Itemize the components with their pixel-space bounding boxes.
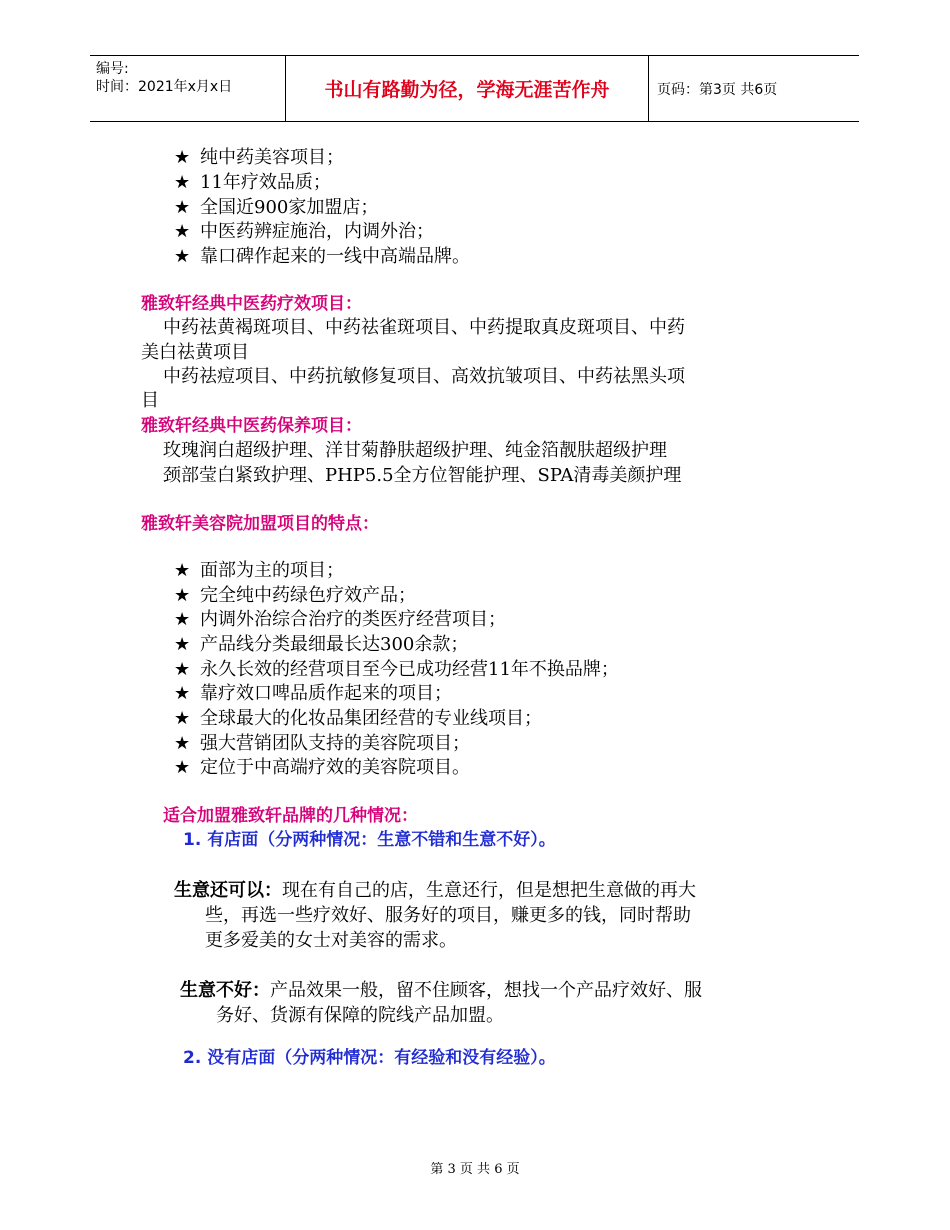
feature-item: ★ 完全纯中药绿色疗效产品； xyxy=(174,585,416,606)
star-icon: ★ xyxy=(174,221,191,242)
feature-item: ★ 产品线分类最细最长达300余款； xyxy=(174,634,469,655)
star-icon: ★ xyxy=(174,147,191,168)
header-page-info: 页码：第3页 共6页 xyxy=(657,81,778,98)
star-icon: ★ xyxy=(174,708,191,729)
star-icon: ★ xyxy=(174,634,191,655)
feature-item: ★ 靠口碑作起来的一线中高端品牌。 xyxy=(174,246,470,267)
star-icon: ★ xyxy=(174,757,191,778)
section-title-care: 雅致轩经典中医药保养项目： xyxy=(141,416,362,436)
star-icon: ★ xyxy=(174,246,191,267)
feature-item: ★ 靠疗效口啤品质作起来的项目； xyxy=(174,683,452,704)
header-motto: 书山有路勤为径，学海无涯苦作舟 xyxy=(285,56,649,121)
feature-item: ★ 纯中药美容项目； xyxy=(174,147,344,168)
star-icon: ★ xyxy=(174,560,191,581)
star-icon: ★ xyxy=(174,609,191,630)
star-icon: ★ xyxy=(174,733,191,754)
star-icon: ★ xyxy=(174,659,191,680)
feature-item: ★ 全国近900家加盟店； xyxy=(174,197,379,218)
case-heading-without-store: 2. 没有店面（分两种情况：有经验和没有经验）。 xyxy=(183,1048,556,1068)
case-label-bad: 生意不好： xyxy=(180,980,270,1001)
star-icon: ★ xyxy=(174,172,191,193)
header-number-label: 编号: xyxy=(96,61,129,77)
feature-item: ★ 中医药辨症施治，内调外治； xyxy=(174,221,434,242)
case-heading-with-store: 1. 有店面（分两种情况：生意不错和生意不好）。 xyxy=(183,830,556,850)
paragraph-line: 颈部莹白紧致护理、PHP5.5全方位智能护理、SPA清毒美颜护理 xyxy=(163,465,682,486)
paragraph-line: 中药祛痘项目、中药抗敏修复项目、高效抗皱项目、中药祛黑头项 xyxy=(163,366,685,387)
feature-item: ★ 永久长效的经营项目至今已成功经营11年不换品牌； xyxy=(174,659,619,680)
feature-item: ★ 强大营销团队支持的美容院项目； xyxy=(174,733,470,754)
header-meta xyxy=(90,56,285,121)
page-header xyxy=(90,55,859,122)
paragraph-line: 生意还可以：现在有自己的店，生意还行，但是想把生意做的再大 xyxy=(174,880,696,901)
paragraph-line: 生意不好：产品效果一般，留不住顾客，想找一个产品疗效好、服 xyxy=(180,980,702,1001)
star-icon: ★ xyxy=(174,683,191,704)
header-time-label: 时间：2021年x月x日 xyxy=(96,79,233,95)
feature-item: ★ 面部为主的项目； xyxy=(174,560,344,581)
feature-item: ★ 定位于中高端疗效的美容院项目。 xyxy=(174,757,470,778)
section-title-franchise-features: 雅致轩美容院加盟项目的特点： xyxy=(141,514,379,534)
star-icon: ★ xyxy=(174,197,191,218)
page-footer: 第 3 页 共 6 页 xyxy=(430,1162,520,1177)
paragraph-line: 玫瑰润白超级护理、洋甘菊静肤超级护理、纯金箔靓肤超级护理 xyxy=(163,440,667,461)
feature-item: ★ 内调外治综合治疗的类医疗经营项目； xyxy=(174,609,506,630)
star-icon: ★ xyxy=(174,585,191,606)
paragraph-line: 中药祛黄褐斑项目、中药祛雀斑项目、中药提取真皮斑项目、中药 xyxy=(163,317,685,338)
case-label-good: 生意还可以： xyxy=(174,880,282,901)
paragraph-line: 务好、货源有保障的院线产品加盟。 xyxy=(216,1005,504,1026)
feature-item: ★ 11年疗效品质； xyxy=(174,172,331,193)
paragraph-line: 美白祛黄项目 xyxy=(141,342,249,363)
feature-item: ★ 全球最大的化妆品集团经营的专业线项目； xyxy=(174,708,542,729)
section-title-efficacy: 雅致轩经典中医药疗效项目： xyxy=(141,294,362,314)
paragraph-line: 目 xyxy=(141,390,159,411)
paragraph-line: 更多爱美的女士对美容的需求。 xyxy=(205,930,457,951)
section-title-suitable-cases: 适合加盟雅致轩品牌的几种情况： xyxy=(163,806,418,826)
paragraph-line: 些，再选一些疗效好、服务好的项目，赚更多的钱，同时帮助 xyxy=(205,905,691,926)
